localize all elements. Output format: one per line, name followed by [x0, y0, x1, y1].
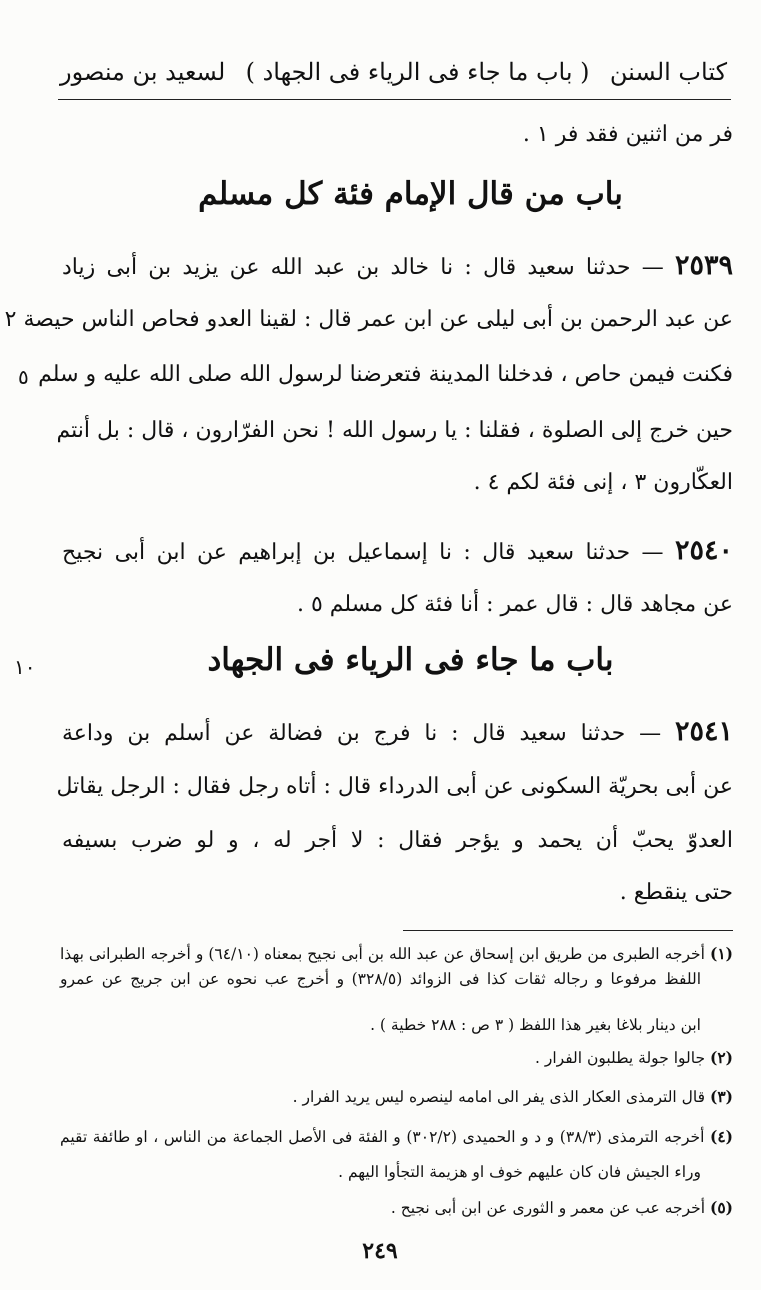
footnote-label: (١): [709, 944, 733, 963]
header-book-title: كتاب السنن: [609, 58, 727, 86]
section-heading: باب ما جاء فى الرياء فى الجهاد: [207, 642, 614, 678]
footnote-3: [60, 1085, 733, 1109]
footnote-label: (٤): [710, 1127, 734, 1146]
footnote-label: (٥): [709, 1198, 733, 1217]
footnote-text: قال الترمذى العكار الذى يفر الى امامه لينصره ليس يريد الفرار .: [292, 1088, 706, 1106]
page-number: ٢٤٩: [362, 1238, 398, 1264]
header-divider: [58, 99, 731, 100]
footnote-text: أخرجه عب عن معمر و الثورى عن ابن أبى نجيح .: [390, 1199, 706, 1217]
hadith-text: — حدثنا سعيد قال : نا إسماعيل بن إبراهيم عن ابن أبى نجيح: [62, 540, 664, 565]
margin-line-number: ١٠: [14, 655, 36, 679]
text-line: عن أبى بحريّة السكونى عن أبى الدرداء قال : أتاه رجل فقال : الرجل يقاتل: [56, 774, 733, 799]
text-line: فكنت فيمن حاص ، فدخلنا المدينة فتعرضنا لرسول الله صلى الله عليه و سلم: [38, 362, 733, 387]
hadith-number: ٢٥٤٠: [674, 535, 733, 566]
footnote-divider: [403, 930, 733, 931]
footnote-text: أخرجه الطبرى من طريق ابن إسحاق عن عبد الله بن أبى نجيح بمعناه (٦٤/١٠) و أخرجه الطبرانى بهذا: [60, 945, 705, 963]
footnote-2: [60, 1046, 733, 1070]
margin-line-number: ٥: [18, 365, 29, 389]
footnote-1: [60, 942, 733, 966]
footnote-text: جالوا جولة يطلبون الفرار .: [535, 1049, 706, 1067]
hadith-text: — حدثنا سعيد قال : نا فرج بن فضالة عن أسلم بن وداعة: [62, 721, 662, 746]
text-line: فر من اثنين فقد فر ١ .: [522, 122, 733, 147]
hadith-text: — حدثنا سعيد قال : نا خالد بن عبد الله عن يزيد بن أبى زياد: [62, 255, 664, 280]
footnote-text: وراء الجيش فان كان عليهم خوف او هزيمة التجأوا اليهم .: [338, 1163, 701, 1181]
footnote-text: ابن دينار بلاغا بغير هذا اللفظ ( ٣ ص : ٢٨٨ خطية ) .: [370, 1016, 701, 1034]
header-chapter-title: ( باب ما جاء فى الرياء فى الجهاد ): [245, 58, 590, 86]
text-line: العدوّ يحبّ أن يحمد و يؤجر فقال : لا أجر له ، و لو ضرب بسيفه: [62, 828, 733, 853]
running-header: [60, 52, 727, 92]
footnote-5: [60, 1196, 733, 1220]
header-author: لسعيد بن منصور: [60, 58, 226, 86]
text-line: حين خرج إلى الصلوة ، فقلنا : يا رسول الله ! نحن الفرّارون ، قال : بل أنتم: [56, 418, 733, 443]
section-heading: باب من قال الإمام فئة كل مسلم: [198, 176, 623, 212]
text-line: العكّارون ٣ ، إنى فئة لكم ٤ .: [473, 470, 733, 495]
footnote-text: اللفظ مرفوعا و رجاله ثقات كذا فى الزوائد (٣٢٨/٥) و أخرج عب نحوه عن ابن جريج عن عمرو: [60, 970, 702, 988]
footnote-text: أخرجه الترمذى (٣٨/٣) و د و الحميدى (٣٠٢/٢) و الفئة فى الأصل الجماعة من الناس ، او طائفة تقيم: [60, 1128, 705, 1146]
footnote-label: (٣): [709, 1087, 733, 1106]
footnote-label: (٢): [709, 1048, 733, 1067]
hadith-number: ٢٥٣٩: [674, 250, 733, 281]
footnote-4: [60, 1125, 733, 1149]
text-line: عن عبد الرحمن بن أبى ليلى عن ابن عمر قال : لقينا العدو فحاص الناس حيصة ٢: [4, 307, 733, 332]
hadith-number: ٢٥٤١: [674, 716, 733, 747]
text-line: عن مجاهد قال : قال عمر : أنا فئة كل مسلم ٥ .: [296, 592, 733, 617]
hadith-2539-line: [62, 249, 733, 285]
text-line: حتى ينقطع .: [619, 880, 733, 905]
hadith-2540-line: [62, 534, 733, 570]
hadith-2541-line: [62, 715, 733, 751]
